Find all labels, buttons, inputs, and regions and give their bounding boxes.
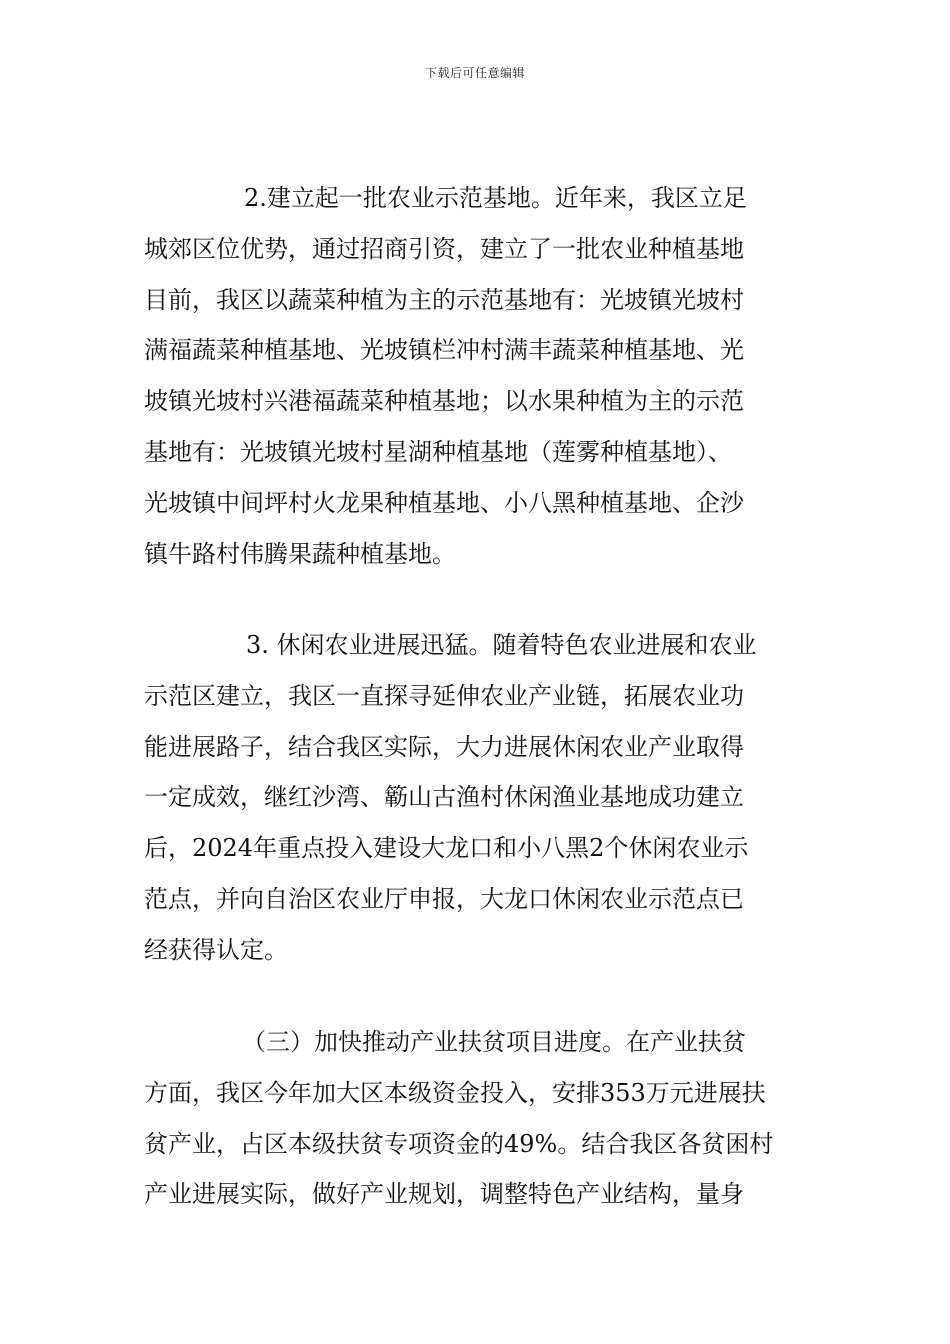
text-line: （三）加快推动产业扶贫项目进度。在产业扶贫 bbox=[242, 1028, 746, 1056]
text-line: 镇牛路村伟腾果蔬种植基地。 bbox=[144, 539, 456, 568]
page-header: 下载后可任意编辑 bbox=[424, 66, 525, 80]
text-line: 贫产业，占区本级扶贫专项资金的49%。结合我区各贫困村 bbox=[144, 1129, 774, 1158]
paragraph-leisure-agriculture bbox=[144, 620, 809, 976]
text-line: 3. 休闲农业进展迅猛。随着特色农业进展和农业 bbox=[246, 631, 757, 659]
paragraph-demonstration-bases bbox=[144, 173, 809, 579]
text-line: 经获得认定。 bbox=[144, 935, 288, 964]
text-line: 示范区建立，我区一直探寻延伸农业产业链，拓展农业功 bbox=[144, 681, 744, 710]
text-line: 一定成效，继红沙湾、簕山古渔村休闲渔业基地成功建立 bbox=[144, 783, 744, 812]
paragraph-poverty-alleviation bbox=[144, 1017, 809, 1220]
text-line: 方面，我区今年加大区本级资金投入，安排353万元进展扶 bbox=[144, 1078, 766, 1107]
text-line: 后，2024年重点投入建设大龙口和小八黑2个休闲农业示 bbox=[144, 834, 749, 863]
text-line: 产业进展实际，做好产业规划，调整特色产业结构，量身 bbox=[144, 1180, 744, 1209]
text-line: 满福蔬菜种植基地、光坡镇栏冲村满丰蔬菜种植基地、光 bbox=[144, 336, 744, 365]
text-line: 范点，并向自治区农业厅申报，大龙口休闲农业示范点已 bbox=[144, 884, 744, 913]
text-line: 坡镇光坡村兴港福蔬菜种植基地；以水果种植为主的示范 bbox=[144, 387, 744, 416]
text-line: 城郊区位优势，通过招商引资，建立了一批农业种植基地 bbox=[144, 234, 744, 263]
text-line: 目前，我区以蔬菜种植为主的示范基地有：光坡镇光坡村 bbox=[144, 285, 744, 314]
text-line: 能进展路子，结合我区实际，大力进展休闲农业产业取得 bbox=[144, 732, 744, 761]
text-line: 光坡镇中间坪村火龙果种植基地、小八黑种植基地、企沙 bbox=[144, 488, 744, 517]
text-line: 基地有：光坡镇光坡村星湖种植基地（莲雾种植基地）、 bbox=[144, 437, 732, 466]
text-line: 2.建立起一批农业示范基地。近年来，我区立足 bbox=[244, 184, 747, 212]
